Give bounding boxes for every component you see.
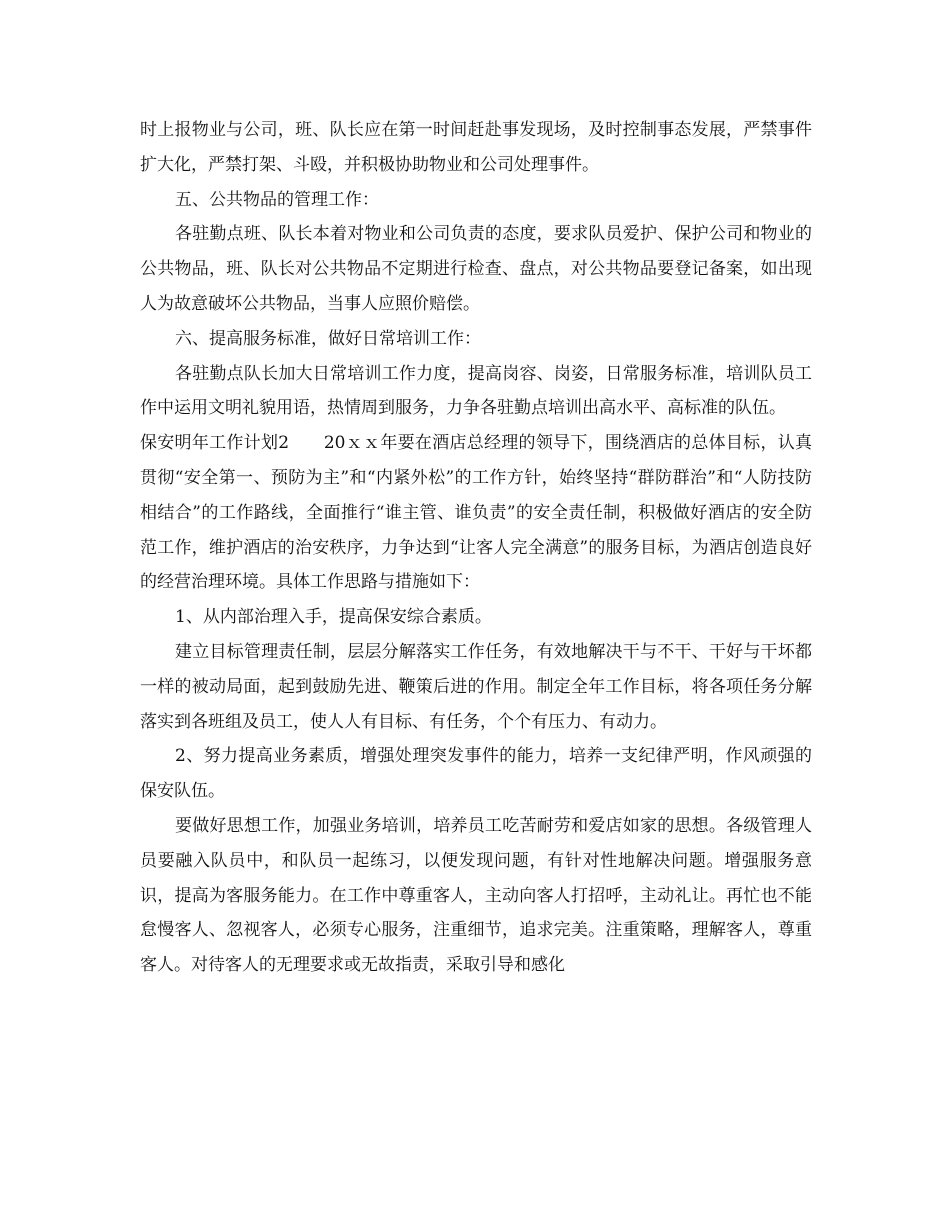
paragraph-incident-reporting: 时上报物业与公司，班、队长应在第一时间赶赴事发现场，及时控制事态发展，严禁事件扩大化，严禁打架、斗殴，并积极协助物业和公司处理事件。 <box>140 120 812 175</box>
paragraph-public-goods: 各驻勤点班、队长本着对物业和公司负责的态度，要求队员爱护、保护公司和物业的公共物品，班、队长对公共物品不定期进行检查、盘点，对公共物品要登记备案，如出现人为故意破坏公共物品，当事人应照价赔偿。 <box>140 224 812 314</box>
heading-service-standards: 六、提高服务标准，做好日常培训工作： <box>175 328 481 349</box>
heading-public-goods: 五、公共物品的管理工作： <box>175 189 379 210</box>
paragraph-plan-two-intro: 保安明年工作计划2 20ｘｘ年要在酒店总经理的领导下，围绕酒店的总体目标，认真贯彻“安全第一、预防为主”和“内紧外松”的工作方针，始终坚持“群防群治”和“人防技防相结合”的工作路线，全面推行“谁主管、谁负责”的安全责任制，积极做好酒店的安全防范工作，维护酒店的治安秩序，力争达到“让客人完全满意”的服务目标，为酒店创造良好的经营治理环境。具体工作思路与措施如下： <box>140 433 812 593</box>
paragraph-service-standards: 各驻勤点队长加大日常培训工作力度，提高岗容、岗姿，日常服务标准，培训队员工作中运用文明礼貌用语，热情周到服务，力争各驻勤点培训出高水平、高标准的队伍。 <box>140 363 812 419</box>
paragraph-target-responsibility: 建立目标管理责任制，层层分解落实工作任务，有效地解决干与不干、干好与干坏都一样的被动局面，起到鼓励先进、鞭策后进的作用。制定全年工作目标，将各项任务分解落实到各班组及员工，使人人有目标、有任务，个个有压力、有动力。 <box>140 641 812 732</box>
heading-business-quality: 2、努力提高业务素质，增强处理突发事件的能力，培养一支纪律严明，作风顽强的保安队伍。 <box>140 746 812 802</box>
paragraph-ideological-work: 要做好思想工作，加强业务培训，培养员工吃苦耐劳和爱店如家的思想。各级管理人员要融入队员中，和队员一起练习，以便发现问题，有针对性地解决问题。增强服务意识，提高为客服务能力。在工作中尊重客人，主动向客人打招呼，主动礼让。再忙也不能怠慢客人、忽视客人，必须专心服务，注重细节，追求完美。注重策略，理解客人，尊重客人。对待客人的无理要求或无故指责，采取引导和感化 <box>140 815 812 976</box>
document-body <box>140 113 812 983</box>
heading-internal-management: 1、从内部治理入手，提高保安综合素质。 <box>175 607 492 628</box>
